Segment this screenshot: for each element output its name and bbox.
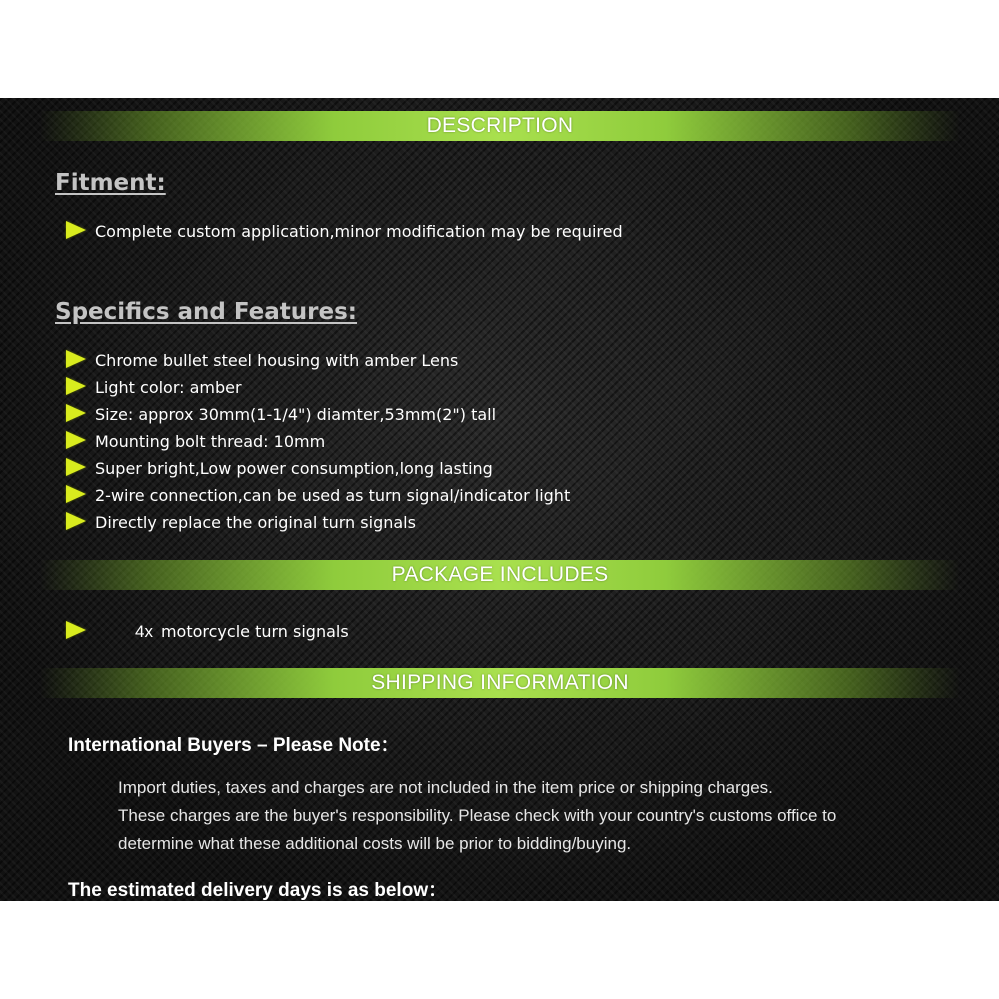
arrow-right-icon: [66, 431, 86, 449]
international-buyers-heading: International Buyers – Please Note：: [68, 735, 400, 756]
arrow-right-icon: [66, 350, 86, 368]
delivery-days-heading: The estimated delivery days is as below：: [68, 880, 448, 901]
list-item: Size: approx 30mm(1-1/4") diamter,53mm(2") tall: [66, 401, 570, 428]
package-quantity: 4x: [135, 622, 153, 641]
list-item: Chrome bullet steel housing with amber Lens: [66, 347, 570, 374]
arrow-right-icon: [66, 485, 86, 503]
package-banner: PACKAGE INCLUDES: [40, 560, 960, 590]
arrow-right-icon: [66, 512, 86, 530]
fitment-list: [66, 218, 623, 245]
list-item: Light color: amber: [66, 374, 570, 401]
arrow-right-icon: [66, 377, 86, 395]
import-duties-note: [118, 774, 958, 858]
package-item-label: motorcycle turn signals: [160, 622, 349, 641]
product-description-panel: [0, 98, 999, 901]
arrow-right-icon: [66, 621, 86, 639]
note-line: Import duties, taxes and charges are not included in the item price or shipping charges.: [118, 778, 773, 797]
package-item: [66, 618, 349, 645]
arrow-right-icon: [66, 404, 86, 422]
arrow-right-icon: [66, 221, 86, 239]
list-item: Complete custom application,minor modification may be required: [66, 218, 623, 245]
note-line: These charges are the buyer's responsibility. Please check with your country's customs office to: [118, 806, 837, 825]
note-line: determine what these additional costs will be prior to bidding/buying.: [118, 834, 632, 853]
list-item: Directly replace the original turn signals: [66, 509, 570, 536]
specifics-heading: Specifics and Features:: [55, 299, 357, 325]
fitment-heading: Fitment:: [55, 170, 166, 196]
shipping-banner: SHIPPING INFORMATION: [40, 668, 960, 698]
arrow-right-icon: [66, 458, 86, 476]
list-item: 2-wire connection,can be used as turn signal/indicator light: [66, 482, 570, 509]
list-item: Mounting bolt thread: 10mm: [66, 428, 570, 455]
specifics-list: [66, 347, 570, 536]
description-banner: DESCRIPTION: [40, 111, 960, 141]
list-item: Super bright,Low power consumption,long lasting: [66, 455, 570, 482]
